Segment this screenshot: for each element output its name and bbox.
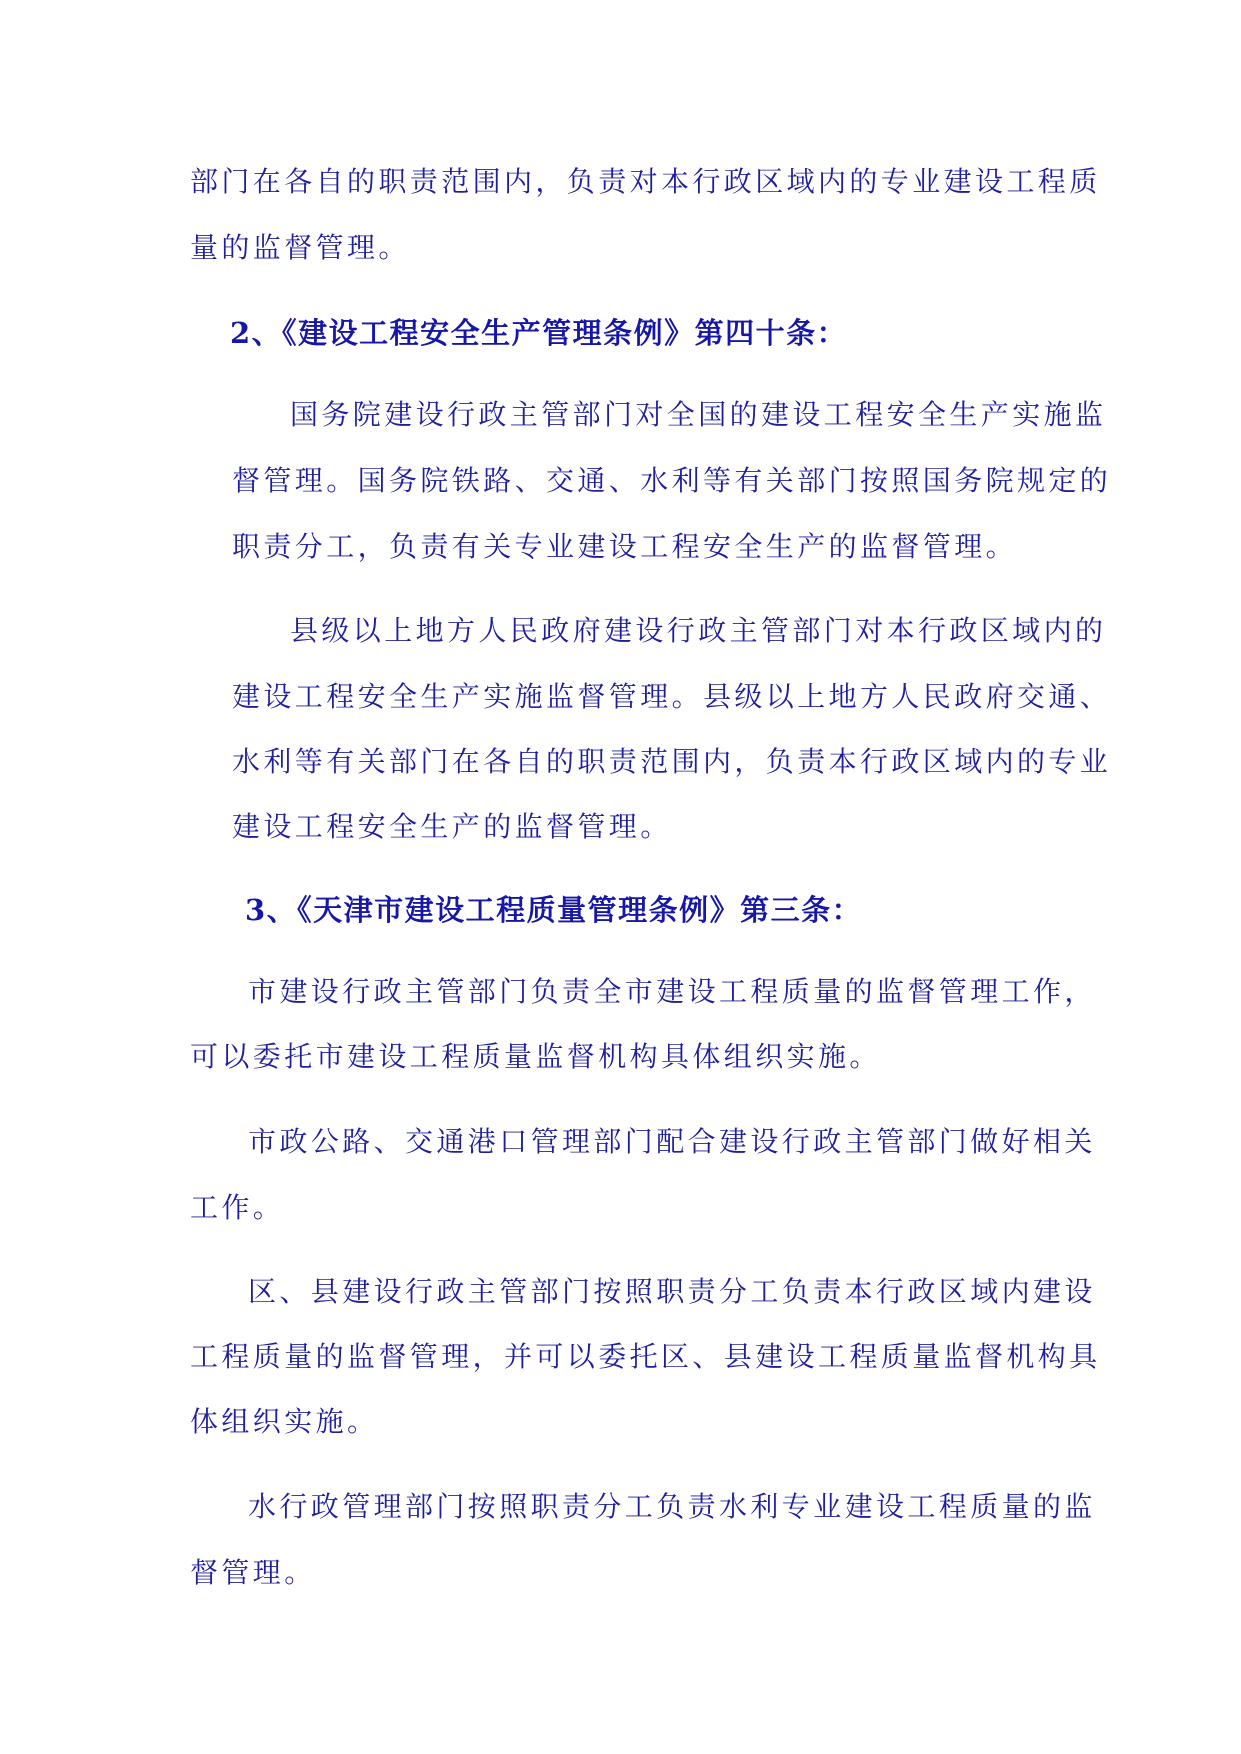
paragraph-2-line-4: 建设工程安全生产的监督管理。 <box>232 810 672 843</box>
paragraph-0-line-2: 量的监督管理。 <box>190 231 410 264</box>
paragraph-1-line-2: 督管理。国务院铁路、交通、水利等有关部门按照国务院规定的 <box>232 464 1112 497</box>
paragraph-2-line-3: 水利等有关部门在各自的职责范围内，负责本行政区域内的专业 <box>232 745 1112 778</box>
paragraph-3-line-1: 市建设行政主管部门负责全市建设工程质量的监督管理工作， <box>248 975 1096 1008</box>
paragraph-5-line-3: 体组织实施。 <box>190 1405 379 1438</box>
paragraph-3-line-2: 可以委托市建设工程质量监督机构具体组织实施。 <box>190 1040 881 1073</box>
paragraph-1-line-1: 国务院建设行政主管部门对全国的建设工程安全生产实施监 <box>290 398 1107 431</box>
paragraph-1-line-3: 职责分工，负责有关专业建设工程安全生产的监督管理。 <box>232 530 1018 563</box>
paragraph-5-line-2: 工程质量的监督管理，并可以委托区、县建设工程质量监督机构具 <box>190 1340 1101 1373</box>
paragraph-2-line-1: 县级以上地方人民政府建设行政主管部门对本行政区域内的 <box>290 614 1107 647</box>
paragraph-6-line-2: 督管理。 <box>190 1556 316 1589</box>
paragraph-5-line-1: 区、县建设行政主管部门按照职责分工负责本行政区域内建设 <box>248 1275 1096 1308</box>
paragraph-6-line-1: 水行政管理部门按照职责分工负责水利专业建设工程质量的监 <box>248 1490 1096 1523</box>
paragraph-0-line-1: 部门在各自的职责范围内，负责对本行政区域内的专业建设工程质 <box>190 165 1101 198</box>
paragraph-4-line-2: 工作。 <box>190 1191 285 1224</box>
section-heading-3: 3、《天津市建设工程质量管理条例》第三条： <box>245 893 863 927</box>
paragraph-2-line-2: 建设工程安全生产实施监督管理。县级以上地方人民政府交通、 <box>232 680 1112 713</box>
section-heading-2: 2、《建设工程安全生产管理条例》第四十条： <box>230 316 848 350</box>
paragraph-4-line-1: 市政公路、交通港口管理部门配合建设行政主管部门做好相关 <box>248 1125 1096 1158</box>
